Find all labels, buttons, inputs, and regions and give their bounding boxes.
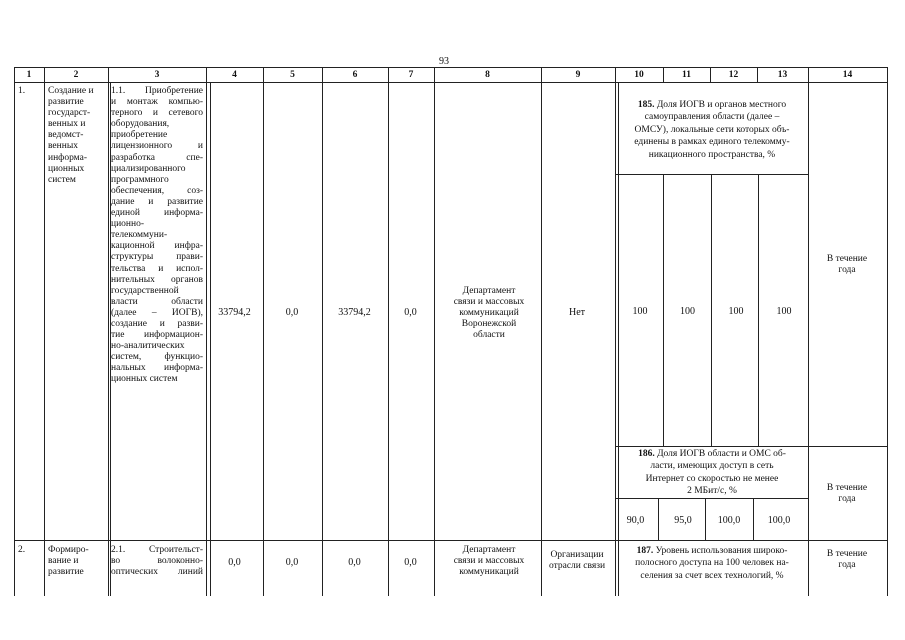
row1-col6-value: 33794,2 bbox=[338, 307, 371, 318]
rule-col-4 bbox=[263, 67, 264, 596]
rule-col-4-inner bbox=[210, 82, 211, 596]
column-header-5: 5 bbox=[290, 70, 295, 80]
row2-action-description: 2.1. Строительст- во волоконно- оптических линий bbox=[111, 545, 203, 578]
rule-ind186-title-bottom bbox=[615, 498, 809, 499]
column-header-9: 9 bbox=[575, 70, 581, 80]
row2-number: 2. bbox=[18, 545, 26, 555]
indicator-186-value-10: 90,0 bbox=[626, 515, 645, 526]
page-number: 93 bbox=[439, 56, 449, 67]
indicator-185-value-13: 100 bbox=[776, 306, 792, 317]
row2-col5-value: 0,0 bbox=[285, 557, 299, 568]
rule-ind186-sub-2 bbox=[753, 498, 754, 540]
indicator-186-value-11: 95,0 bbox=[674, 515, 692, 526]
rule-col-8 bbox=[541, 67, 542, 596]
row2-executor: Департамент связи и массовых коммуникаций bbox=[453, 545, 525, 578]
column-header-4: 4 bbox=[232, 70, 237, 80]
rule-col-5 bbox=[322, 67, 323, 596]
column-header-3: 3 bbox=[154, 70, 160, 80]
rule-ind186-sub-0 bbox=[658, 498, 659, 540]
column-header-8: 8 bbox=[485, 70, 490, 80]
rule-col-10 bbox=[808, 67, 809, 596]
rule-col-0 bbox=[14, 67, 15, 596]
row1-col4-value: 33794,2 bbox=[218, 307, 251, 318]
row1-number: 1. bbox=[18, 86, 26, 96]
indicator-185-term: В течение года bbox=[826, 254, 868, 276]
rule-col-3 bbox=[206, 67, 207, 596]
rule-hdr-sub-1 bbox=[710, 67, 711, 82]
rule-hdr-sub-0 bbox=[663, 67, 664, 82]
rule-col-1 bbox=[44, 67, 45, 596]
row2-task-name: Формиро- вание и развитие bbox=[48, 545, 89, 578]
row2-col4-value: 0,0 bbox=[228, 557, 241, 568]
indicator-187-title: 187. Уровень использования широко- полосного доступа на 100 человек на- селения за счет всех технологий, % bbox=[635, 546, 789, 581]
column-header-7: 7 bbox=[408, 70, 414, 80]
indicator-186-value-13: 100,0 bbox=[767, 515, 791, 526]
rule-ind185-bottom bbox=[615, 446, 888, 447]
row1-task-name: Создание и развитие государст- венных и ведомст- венных информа- ционных систем bbox=[48, 86, 94, 185]
column-header-6: 6 bbox=[352, 70, 358, 80]
indicator-186-title: 186. Доля ИОГВ области и ОМС об- ласти, имеющих доступ в сеть Интернет со скоростью не менее 2 МБит/с, % bbox=[638, 449, 786, 497]
column-header-13: 13 bbox=[777, 70, 788, 80]
rule-ind185-title-bottom bbox=[615, 174, 809, 175]
rule-col-2 bbox=[108, 67, 109, 596]
indicator-187-term: В течение года bbox=[826, 549, 868, 571]
indicator-185-title: 185. Доля ИОГВ и органов местного самоуправления области (далее – ОМСУ), локальные сети которых объ- единены в рамках единого телекомму- никационного пространства, % bbox=[634, 100, 790, 160]
indicator-185-value-11: 100 bbox=[680, 306, 695, 317]
indicator-185-value-12: 100 bbox=[728, 306, 744, 317]
column-header-12: 12 bbox=[728, 70, 739, 80]
indicator-186-value-12: 100,0 bbox=[717, 515, 741, 526]
indicator-185-value-10: 100 bbox=[632, 306, 648, 317]
rule-col-6 bbox=[388, 67, 389, 596]
row2-col6-value: 0,0 bbox=[348, 557, 361, 568]
indicator-186-term: В течение года bbox=[826, 483, 868, 505]
row1-action-description: 1.1. Приобретение и монтаж компью- терного и сетевого оборудования, приобретение лицензионного и разработка спе- циализированного программного обеспечения, соз- дание и развитие единой информа- ционно- телекоммуни- кационной инфра- структуры прави- тельства и испол- нительных органов государственной власти области (далее – ИОГВ), создание и разви- тие информацион- но-аналитических систем, функцио- нальных информа- ционных систем bbox=[111, 86, 203, 385]
rule-col-9 bbox=[615, 67, 616, 596]
column-header-2: 2 bbox=[73, 70, 79, 80]
column-header-10: 10 bbox=[634, 70, 644, 80]
row1-col5-value: 0,0 bbox=[285, 307, 299, 318]
rule-hdr-sub-2 bbox=[757, 67, 758, 82]
column-header-11: 11 bbox=[682, 70, 691, 80]
column-header-14: 14 bbox=[842, 70, 853, 80]
row2-col7-value: 0,0 bbox=[404, 557, 417, 568]
column-header-1: 1 bbox=[26, 70, 32, 80]
row1-col7-value: 0,0 bbox=[404, 307, 417, 318]
rule-col-11 bbox=[887, 67, 888, 596]
row1-executor: Департамент связи и массовых коммуникаций Воронежской области bbox=[453, 286, 525, 341]
rule-row1-bottom bbox=[14, 540, 888, 541]
row2-col9-value: Организации отрасли связи bbox=[548, 550, 606, 572]
row1-col9-value: Нет bbox=[568, 307, 586, 318]
rule-header-bottom bbox=[14, 82, 888, 83]
rule-col-7 bbox=[434, 67, 435, 596]
